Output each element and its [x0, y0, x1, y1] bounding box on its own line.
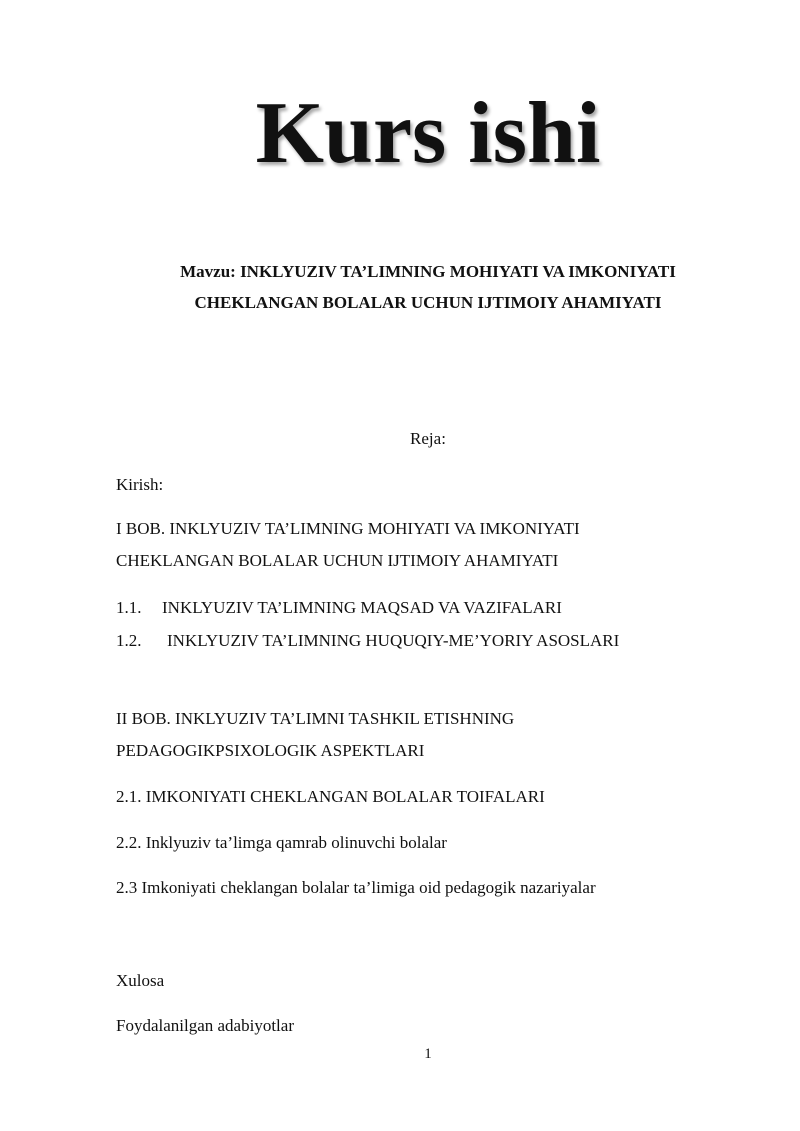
- toc-section-1-1-text: INKLYUZIV TA’LIMNING MAQSAD VA VAZIFALARI: [162, 598, 562, 617]
- toc-section-2-3: 2.3 Imkoniyati cheklangan bolalar ta’limiga oid pedagogik nazariyalar: [116, 878, 596, 897]
- toc-section-1-1-number: 1.1.: [116, 598, 142, 617]
- toc-chapter-2-line-2: PEDAGOGIKPSIXOLOGIK ASPEKTLARI: [116, 741, 425, 760]
- toc-conclusion: Xulosa: [116, 971, 165, 990]
- toc-section-2-2: 2.2. Inklyuziv ta’limga qamrab olinuvchi bolalar: [116, 833, 447, 852]
- toc-section-1-2-number: 1.2.: [116, 631, 142, 650]
- toc-intro: Kirish:: [116, 475, 164, 494]
- topic-heading: [116, 256, 740, 318]
- toc-references: Foydalanilgan adabiyotlar: [116, 1016, 294, 1035]
- toc-section-2-1: 2.1. IMKONIYATI CHEKLANGAN BOLALAR TOIFALARI: [116, 787, 545, 806]
- toc-section-1-2: [116, 630, 619, 652]
- topic-line-1: Mavzu: INKLYUZIV TA’LIMNING MOHIYATI VA IMKONIYATI: [180, 262, 676, 281]
- toc-chapter-2-line-1: II BOB. INKLYUZIV TA’LIMNI TASHKIL ETISHNING: [116, 709, 515, 728]
- topic-line-2: CHEKLANGAN BOLALAR UCHUN IJTIMOIY AHAMIYATI: [194, 293, 662, 312]
- toc-chapter-1-line-2: CHEKLANGAN BOLALAR UCHUN IJTIMOIY AHAMIYATI: [116, 551, 559, 570]
- document-title: Kurs ishi: [255, 85, 601, 182]
- plan-title: Reja:: [410, 429, 446, 448]
- toc-section-1-1: [116, 597, 562, 619]
- toc-section-1-2-text: INKLYUZIV TA’LIMNING HUQUQIY-ME’YORIY ASOSLARI: [167, 631, 620, 650]
- page-number: 1: [424, 1046, 432, 1062]
- toc-chapter-1-line-1: I BOB. INKLYUZIV TA’LIMNING MOHIYATI VA IMKONIYATI: [116, 519, 580, 538]
